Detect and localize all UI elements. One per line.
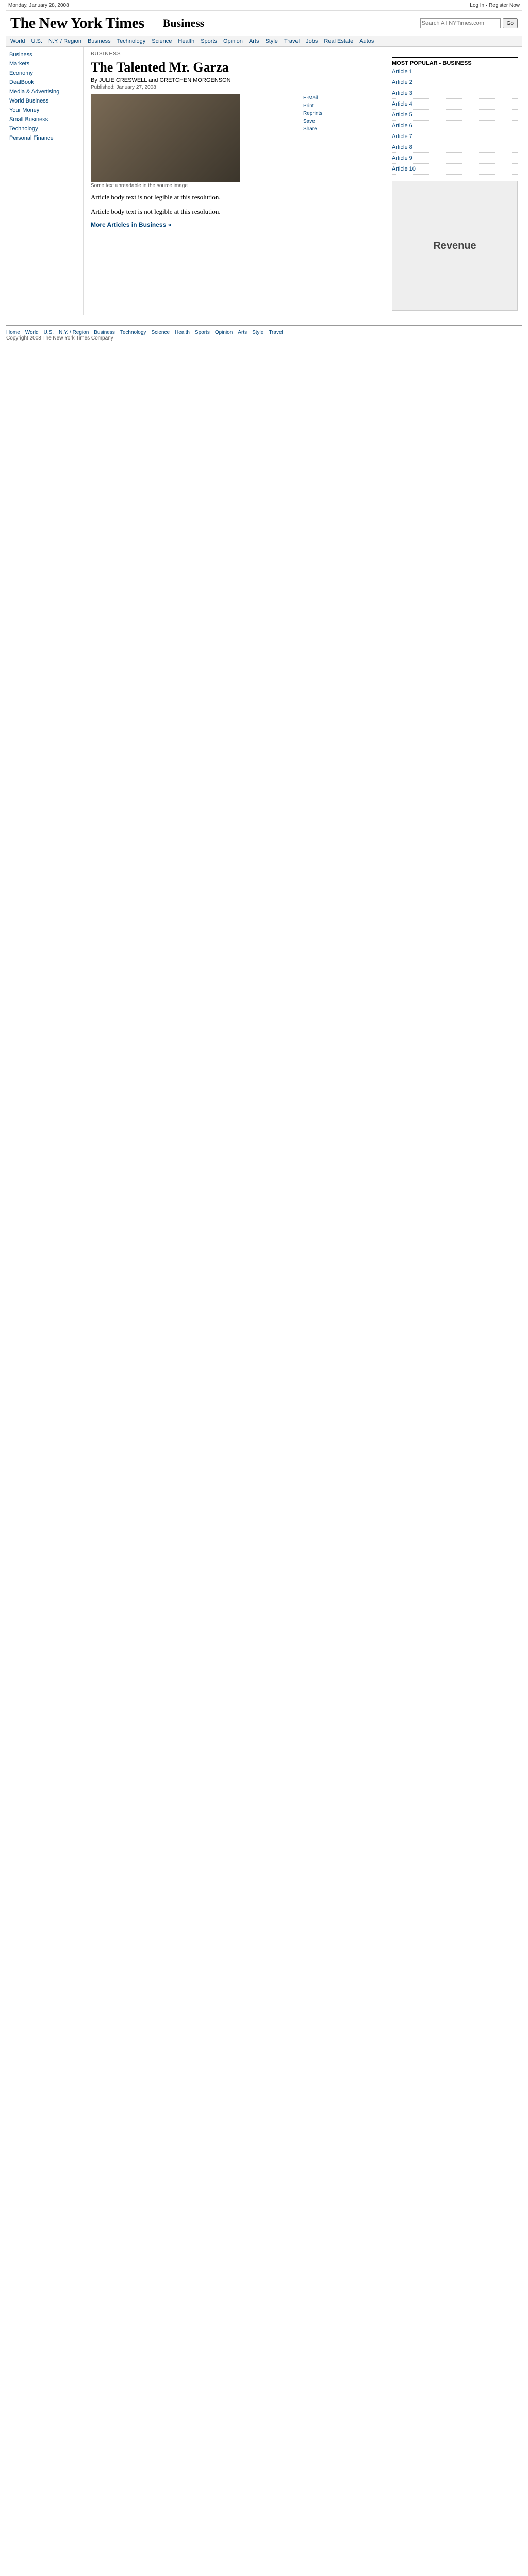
search-button[interactable]: Go xyxy=(503,18,518,28)
left-nav-item[interactable]: Small Business xyxy=(9,116,48,123)
footer-link[interactable]: Home xyxy=(6,330,20,335)
footer-link[interactable]: Health xyxy=(175,330,190,335)
popular-item[interactable]: Article 10 xyxy=(392,164,518,175)
photo-caption: Some text unreadable in the source image xyxy=(91,183,188,189)
nav-item[interactable]: Science xyxy=(152,38,172,44)
nav-item[interactable]: World xyxy=(10,38,25,44)
article-photo xyxy=(91,94,240,182)
left-nav-item[interactable]: Economy xyxy=(9,70,33,76)
search-box xyxy=(420,18,518,28)
popular-item[interactable]: Article 1 xyxy=(392,66,518,77)
footer-links xyxy=(6,330,522,335)
nav-item[interactable]: Business xyxy=(87,38,111,44)
nav-item[interactable]: Jobs xyxy=(306,38,318,44)
popular-item[interactable]: Article 7 xyxy=(392,131,518,142)
masthead xyxy=(6,11,522,36)
nav-item[interactable]: Sports xyxy=(201,38,217,44)
nav-item[interactable]: Technology xyxy=(117,38,146,44)
footer-link[interactable]: Science xyxy=(151,330,170,335)
article-kicker: BUSINESS xyxy=(91,51,121,57)
footer-link[interactable]: Sports xyxy=(194,330,210,335)
article-tool[interactable]: Share xyxy=(303,126,317,132)
more-articles-link[interactable]: More Articles in Business » xyxy=(91,221,172,229)
most-popular-list xyxy=(392,66,518,175)
footer-link[interactable]: Arts xyxy=(238,330,248,335)
article-tool[interactable]: E-Mail xyxy=(303,95,318,101)
left-nav-item[interactable]: Media & Advertising xyxy=(9,89,60,95)
footer-link[interactable]: Business xyxy=(94,330,115,335)
copyright: Copyright 2008 The New York Times Company xyxy=(6,335,113,341)
popular-item[interactable]: Article 8 xyxy=(392,142,518,153)
most-popular-heading: MOST POPULAR - BUSINESS xyxy=(392,57,518,66)
left-nav-item[interactable]: Business xyxy=(9,52,32,58)
nav-item[interactable]: Health xyxy=(178,38,195,44)
left-nav-item[interactable]: Your Money xyxy=(9,107,40,113)
left-nav-item[interactable]: World Business xyxy=(9,98,49,104)
footer-link[interactable]: Technology xyxy=(120,330,146,335)
article-date: Published: January 27, 2008 xyxy=(91,84,156,90)
article-paragraph: Article body text is not legible at this resolution. xyxy=(91,193,221,201)
ad-box[interactable]: Revenue xyxy=(392,181,518,311)
top-strip xyxy=(6,0,522,11)
footer-link[interactable]: U.S. xyxy=(43,330,54,335)
page xyxy=(6,0,522,345)
login-link[interactable]: Log In · Register Now xyxy=(470,2,520,8)
article-tools xyxy=(300,94,381,133)
footer-link[interactable]: N.Y. / Region xyxy=(59,330,89,335)
article-body xyxy=(91,193,381,216)
footer-link[interactable]: Travel xyxy=(269,330,283,335)
article-title: The Talented Mr. Garza xyxy=(91,60,229,75)
article-byline: By JULIE CRESWELL and GRETCHEN MORGENSON xyxy=(91,77,231,83)
left-nav-item[interactable]: Technology xyxy=(9,126,38,132)
footer-link[interactable]: Opinion xyxy=(214,330,233,335)
nav-item[interactable]: N.Y. / Region xyxy=(48,38,81,44)
popular-item[interactable]: Article 9 xyxy=(392,153,518,164)
nav-item[interactable]: Autos xyxy=(359,38,374,44)
popular-item[interactable]: Article 2 xyxy=(392,77,518,88)
footer-link[interactable]: World xyxy=(25,330,39,335)
section-title[interactable]: Business xyxy=(162,16,205,29)
date-label: Monday, January 28, 2008 xyxy=(8,2,69,8)
article-tool[interactable]: Reprints xyxy=(303,111,323,116)
footer xyxy=(6,325,522,345)
nav-item[interactable]: Arts xyxy=(249,38,259,44)
left-nav-item[interactable]: Personal Finance xyxy=(9,135,54,141)
content-layout xyxy=(6,47,522,315)
nav-item[interactable]: Style xyxy=(265,38,278,44)
nav-item[interactable]: Travel xyxy=(284,38,300,44)
article-tool[interactable]: Print xyxy=(303,103,314,109)
nav-item[interactable]: Opinion xyxy=(223,38,243,44)
left-nav-item[interactable]: DealBook xyxy=(9,79,34,86)
popular-item[interactable]: Article 6 xyxy=(392,121,518,131)
right-column xyxy=(388,47,522,315)
article-paragraph: Article body text is not legible at this resolution. xyxy=(91,207,221,215)
popular-item[interactable]: Article 5 xyxy=(392,110,518,121)
popular-item[interactable]: Article 4 xyxy=(392,99,518,110)
popular-item[interactable]: Article 3 xyxy=(392,88,518,99)
left-nav xyxy=(6,47,84,315)
site-logo[interactable]: The New York Times xyxy=(10,14,144,31)
left-nav-item[interactable]: Markets xyxy=(9,61,30,67)
nav-item[interactable]: Real Estate xyxy=(324,38,354,44)
section-nav xyxy=(6,36,522,47)
search-input[interactable] xyxy=(420,18,501,28)
article-tool[interactable]: Save xyxy=(303,118,315,124)
footer-link[interactable]: Style xyxy=(252,330,264,335)
article-main xyxy=(84,47,388,315)
nav-item[interactable]: U.S. xyxy=(31,38,42,44)
